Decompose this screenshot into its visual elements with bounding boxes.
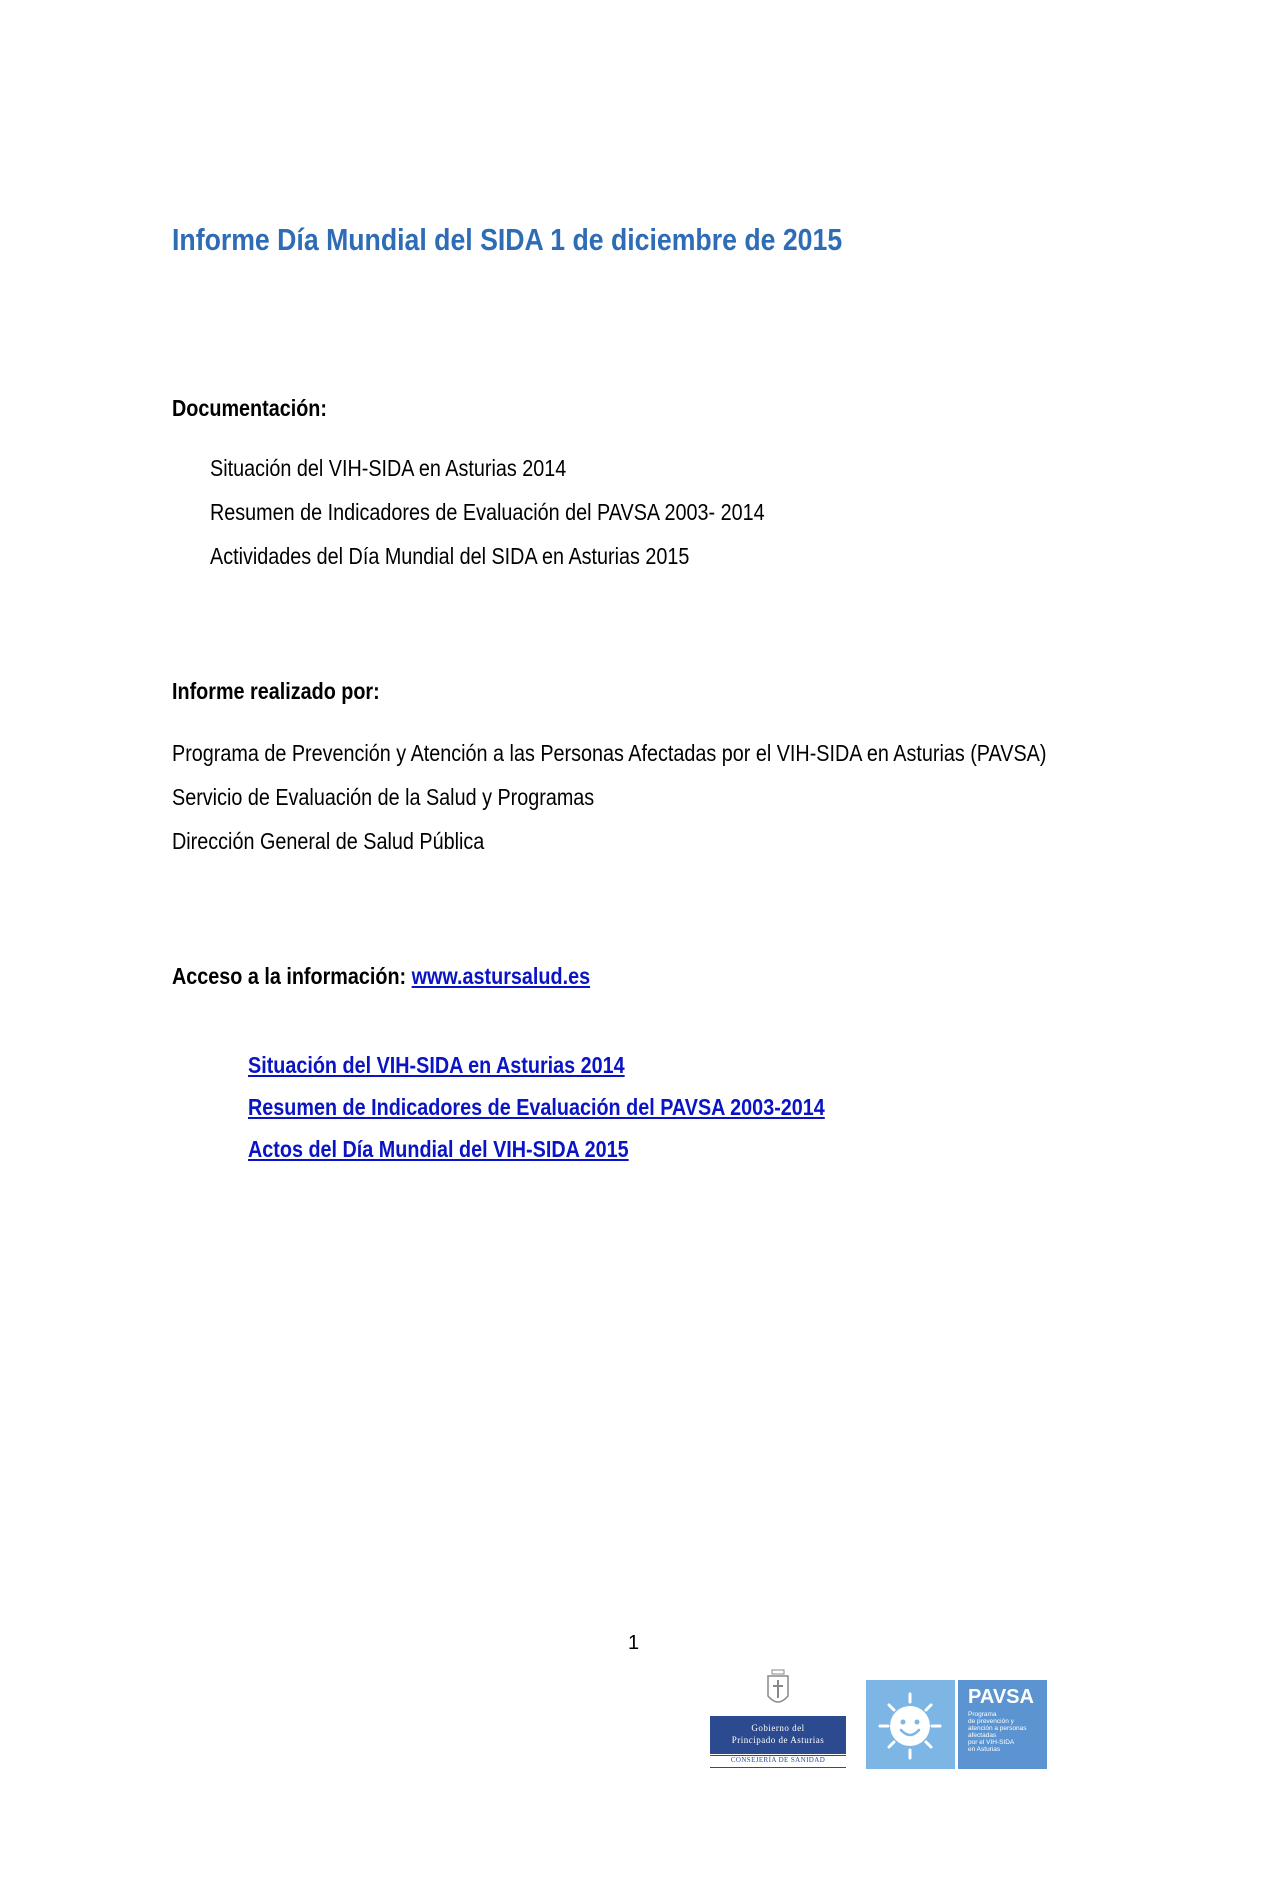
- gobierno-line1: Gobierno del: [751, 1723, 805, 1733]
- pavsa-logo-text-panel: [958, 1680, 1047, 1769]
- informe-line: Programa de Prevención y Atención a las Personas Afectadas por el VIH-SIDA en Asturias (PAVSA): [172, 740, 1047, 766]
- pavsa-logo-mascot-panel: [866, 1680, 955, 1769]
- acceso-line: [172, 963, 590, 990]
- documentacion-item: Actividades del Día Mundial del SIDA en Asturias 2015: [210, 543, 690, 569]
- pavsa-description: Programa de prevención y atención a personas afectadas por el VIH-SIDA en Asturias: [968, 1711, 1027, 1753]
- astursalud-link[interactable]: www.astursalud.es: [411, 963, 591, 989]
- page-number: 1: [628, 1632, 640, 1654]
- link-resumen-indicadores[interactable]: Resumen de Indicadores de Evaluación del PAVSA 2003-2014: [248, 1094, 825, 1120]
- smiling-virus-icon: [866, 1680, 955, 1769]
- pavsa-logo: [866, 1680, 1047, 1769]
- document-title: Informe Día Mundial del SIDA 1 de diciembre de 2015: [172, 222, 843, 257]
- documentacion-item: Resumen de Indicadores de Evaluación del PAVSA 2003- 2014: [210, 499, 765, 525]
- documentacion-item: Situación del VIH-SIDA en Asturias 2014: [210, 455, 567, 481]
- gobierno-dept: CONSEJERÍA DE SANIDAD: [730, 1756, 826, 1764]
- informe-heading: Informe realizado por:: [172, 678, 380, 704]
- link-actos-dia-mundial[interactable]: Actos del Día Mundial del VIH-SIDA 2015: [248, 1136, 629, 1162]
- documentacion-heading: Documentación:: [172, 395, 327, 421]
- gobierno-rule: [710, 1767, 846, 1768]
- crest-icon: [764, 1668, 792, 1710]
- gobierno-asturias-logo: [710, 1668, 846, 1772]
- informe-line: Dirección General de Salud Pública: [172, 828, 485, 854]
- acceso-label: Acceso a la información:: [172, 963, 407, 989]
- link-situacion-vih-sida[interactable]: Situación del VIH-SIDA en Asturias 2014: [248, 1052, 625, 1078]
- gobierno-band: [710, 1716, 846, 1754]
- pavsa-wordmark: PAVSA: [968, 1686, 1034, 1708]
- gobierno-line2: Principado de Asturias: [731, 1735, 825, 1745]
- informe-line: Servicio de Evaluación de la Salud y Programas: [172, 784, 595, 810]
